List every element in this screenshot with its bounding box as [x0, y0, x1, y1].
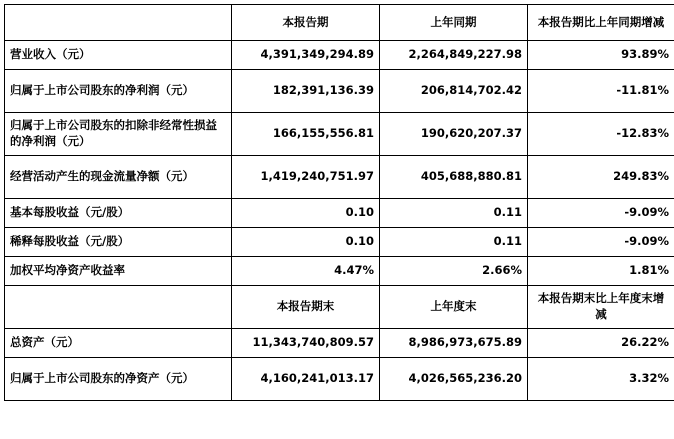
row-change-basic-eps: -9.09% [528, 199, 674, 228]
table-row [5, 329, 674, 358]
row-previous-total-assets: 8,986,973,675.89 [380, 329, 528, 358]
row-label-diluted-eps: 稀释每股收益（元/股） [5, 228, 232, 257]
row-current-revenue: 4,391,349,294.89 [232, 41, 380, 70]
row-previous-diluted-eps: 0.11 [380, 228, 528, 257]
row-label-net-profit-deducted: 归属于上市公司股东的扣除非经常性损益的净利润（元） [5, 113, 232, 156]
table-header-row-period-end [5, 286, 674, 329]
row-current-weighted-roe: 4.47% [232, 257, 380, 286]
row-label-net-assets: 归属于上市公司股东的净资产（元） [5, 358, 232, 401]
financial-summary-sheet [0, 4, 674, 439]
table-row [5, 228, 674, 257]
financial-summary-table [4, 4, 674, 401]
row-current-operating-cash-flow: 1,419,240,751.97 [232, 156, 380, 199]
header-current-period: 本报告期 [232, 5, 380, 41]
row-change-total-assets: 26.22% [528, 329, 674, 358]
table-row [5, 156, 674, 199]
row-previous-revenue: 2,264,849,227.98 [380, 41, 528, 70]
row-change-operating-cash-flow: 249.83% [528, 156, 674, 199]
row-label-weighted-roe: 加权平均净资产收益率 [5, 257, 232, 286]
table-row [5, 358, 674, 401]
row-label-revenue: 营业收入（元） [5, 41, 232, 70]
row-previous-operating-cash-flow: 405,688,880.81 [380, 156, 528, 199]
row-current-basic-eps: 0.10 [232, 199, 380, 228]
row-change-net-assets: 3.32% [528, 358, 674, 401]
row-previous-net-assets: 4,026,565,236.20 [380, 358, 528, 401]
row-change-weighted-roe: 1.81% [528, 257, 674, 286]
header-corner-cell-2 [5, 286, 232, 329]
row-previous-basic-eps: 0.11 [380, 199, 528, 228]
header-previous-period: 上年同期 [380, 5, 528, 41]
row-label-operating-cash-flow: 经营活动产生的现金流量净额（元） [5, 156, 232, 199]
header-corner-cell [5, 5, 232, 41]
row-label-net-profit: 归属于上市公司股东的净利润（元） [5, 70, 232, 113]
header-change-period-end: 本报告期末比上年度末增减 [528, 286, 674, 329]
header-change-period: 本报告期比上年同期增减 [528, 5, 674, 41]
row-label-basic-eps: 基本每股收益（元/股） [5, 199, 232, 228]
row-label-total-assets: 总资产（元） [5, 329, 232, 358]
header-current-period-end: 本报告期末 [232, 286, 380, 329]
row-change-diluted-eps: -9.09% [528, 228, 674, 257]
row-current-total-assets: 11,343,740,809.57 [232, 329, 380, 358]
row-previous-weighted-roe: 2.66% [380, 257, 528, 286]
row-previous-net-profit: 206,814,702.42 [380, 70, 528, 113]
table-row [5, 199, 674, 228]
row-change-net-profit-deducted: -12.83% [528, 113, 674, 156]
row-current-net-assets: 4,160,241,013.17 [232, 358, 380, 401]
header-previous-year-end: 上年度末 [380, 286, 528, 329]
table-row [5, 113, 674, 156]
table-header-row-period [5, 5, 674, 41]
row-current-net-profit: 182,391,136.39 [232, 70, 380, 113]
row-current-diluted-eps: 0.10 [232, 228, 380, 257]
row-change-net-profit: -11.81% [528, 70, 674, 113]
row-previous-net-profit-deducted: 190,620,207.37 [380, 113, 528, 156]
table-row [5, 70, 674, 113]
table-row [5, 41, 674, 70]
row-current-net-profit-deducted: 166,155,556.81 [232, 113, 380, 156]
table-row [5, 257, 674, 286]
row-change-revenue: 93.89% [528, 41, 674, 70]
